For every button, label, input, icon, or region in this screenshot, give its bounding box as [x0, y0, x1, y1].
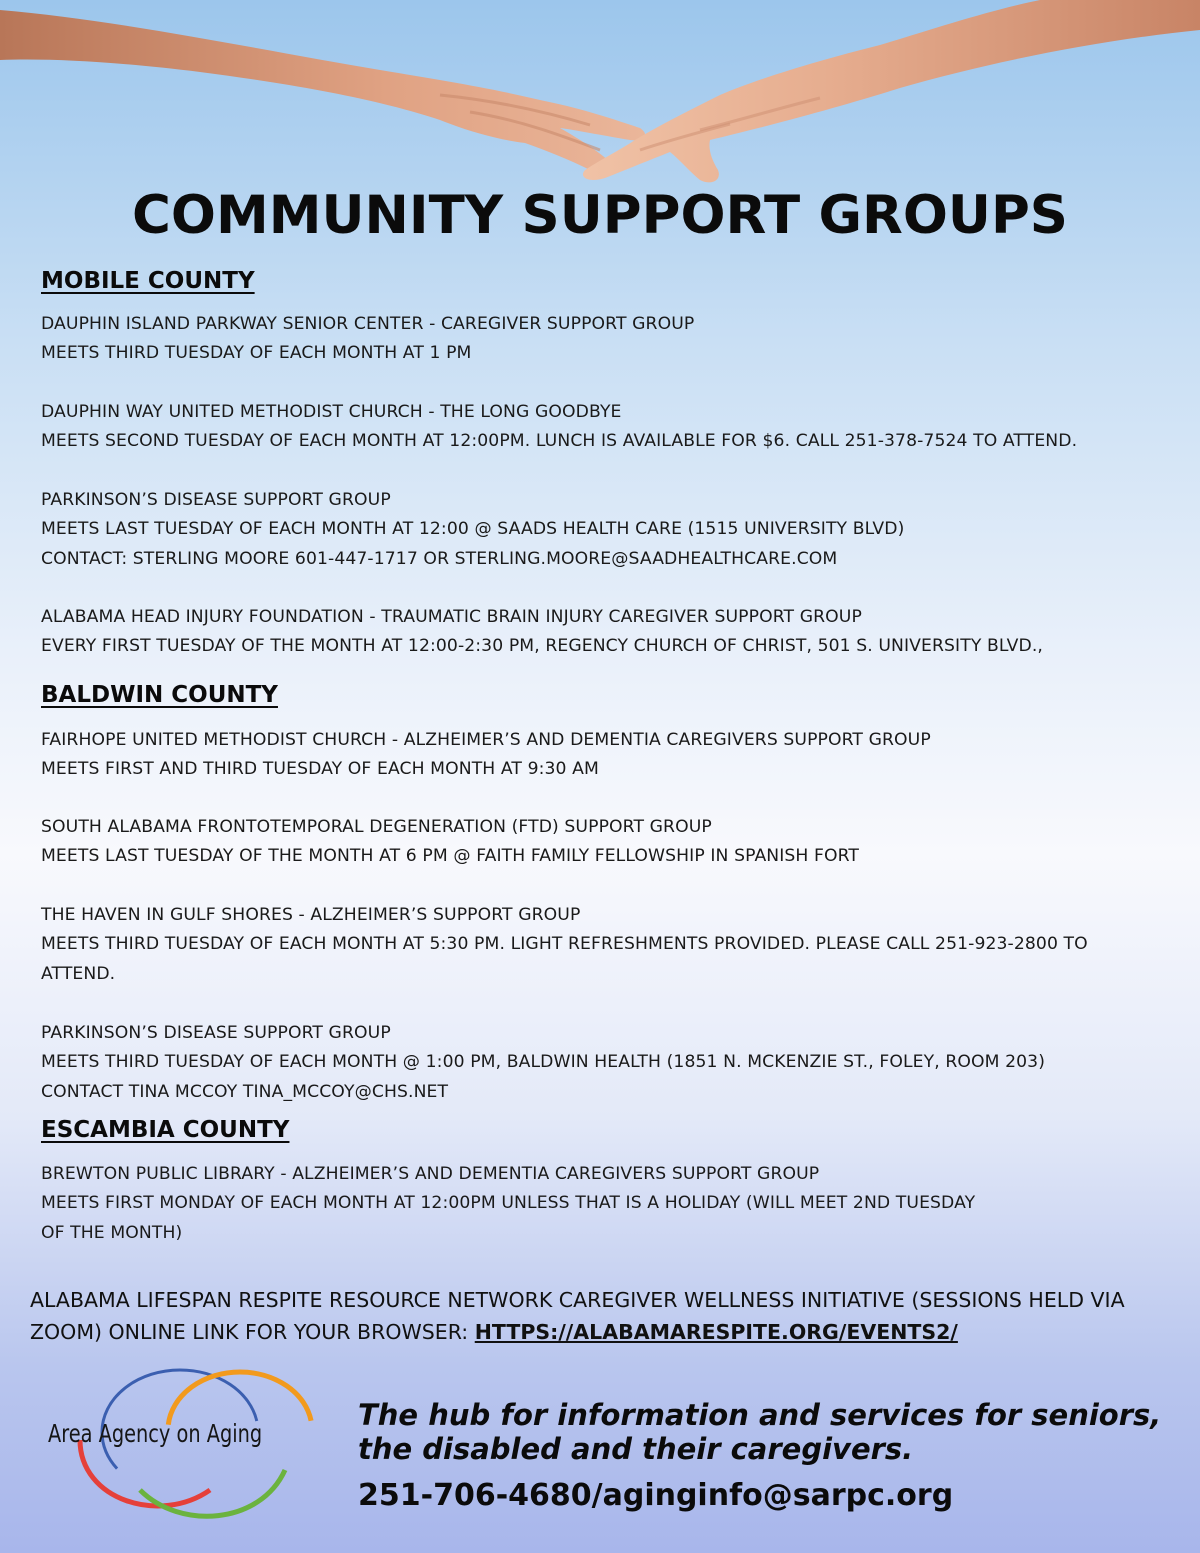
list-item: [41, 1160, 1191, 1248]
entry-line: THE HAVEN IN GULF SHORES - ALZHEIMER’S SUPPORT GROUP: [41, 905, 581, 925]
list-item: [41, 398, 1191, 457]
entry-line: MEETS THIRD TUESDAY OF EACH MONTH @ 1:00 PM, BALDWIN HEALTH (1851 N. MCKENZIE ST., FOLEY, ROOM 203): [41, 1052, 1046, 1073]
entry-line: OF THE MONTH): [41, 1222, 183, 1243]
entry-line: SOUTH ALABAMA FRONTOTEMPORAL DEGENERATION (FTD) SUPPORT GROUP: [41, 817, 712, 837]
page-title: COMMUNITY SUPPORT GROUPS: [132, 185, 1068, 246]
entry-line: BREWTON PUBLIC LIBRARY - ALZHEIMER’S AND DEMENTIA CAREGIVERS SUPPORT GROUP: [41, 1164, 820, 1184]
entry-line: PARKINSON’S DISEASE SUPPORT GROUP: [41, 490, 391, 510]
entry-line: MEETS FIRST MONDAY OF EACH MONTH AT 12:00PM UNLESS THAT IS A HOLIDAY (WILL MEET 2ND TUESDAY: [41, 1193, 976, 1214]
section-heading-mobile: MOBILE COUNTY: [41, 268, 255, 294]
reaching-hands-image: [0, 0, 1200, 190]
entry-line: MEETS THIRD TUESDAY OF EACH MONTH AT 1 PM: [41, 343, 472, 364]
entry-line: CONTACT: STERLING MOORE 601-447-1717 OR STERLING.MOORE@SAADHEALTHCARE.COM: [41, 548, 838, 569]
entry-line: MEETS LAST TUESDAY OF THE MONTH AT 6 PM @ FAITH FAMILY FELLOWSHIP IN SPANISH FORT: [41, 846, 860, 867]
events-link[interactable]: HTTPS://ALABAMARESPITE.ORG/EVENTS2/: [474, 1320, 958, 1344]
entry-line: FAIRHOPE UNITED METHODIST CHURCH - ALZHEIMER’S AND DEMENTIA CAREGIVERS SUPPORT GROUP: [41, 730, 931, 750]
list-item: [41, 603, 1191, 662]
entry-line: MEETS FIRST AND THIRD TUESDAY OF EACH MONTH AT 9:30 AM: [41, 759, 599, 780]
section-heading-escambia: ESCAMBIA COUNTY: [41, 1117, 290, 1143]
list-item: [41, 1019, 1191, 1107]
entry-line: MEETS THIRD TUESDAY OF EACH MONTH AT 5:30 PM. LIGHT REFRESHMENTS PROVIDED. PLEASE CALL 251-923-2800 TO: [41, 934, 1088, 955]
logo-text: Area Agency on Aging: [48, 1419, 263, 1448]
entry-line: EVERY FIRST TUESDAY OF THE MONTH AT 12:00-2:30 PM, REGENCY CHURCH OF CHRIST, 501 S. UNIVERSITY BLVD.,: [41, 636, 1043, 657]
respite-network-note: [30, 1284, 1180, 1348]
respite-note-text: ALABAMA LIFESPAN RESPITE RESOURCE NETWORK CAREGIVER WELLNESS INITIATIVE (SESSIONS HELD VIA ZOOM) ONLINE LINK FOR YOUR BROWSER:: [30, 1288, 1125, 1344]
list-item: [41, 486, 1191, 574]
entry-line: DAUPHIN ISLAND PARKWAY SENIOR CENTER - CAREGIVER SUPPORT GROUP: [41, 314, 695, 334]
entry-line: MEETS LAST TUESDAY OF EACH MONTH AT 12:00 @ SAADS HEALTH CARE (1515 UNIVERSITY BLVD): [41, 519, 905, 540]
section-heading-baldwin: BALDWIN COUNTY: [41, 682, 278, 708]
list-item: [41, 726, 1191, 785]
contact-info: 251-706-4680/aginginfo@sarpc.org: [358, 1478, 954, 1513]
entry-line: PARKINSON’S DISEASE SUPPORT GROUP: [41, 1023, 391, 1043]
entry-line: ALABAMA HEAD INJURY FOUNDATION - TRAUMATIC BRAIN INJURY CAREGIVER SUPPORT GROUP: [41, 607, 862, 627]
list-item: [41, 901, 1191, 989]
entry-line: CONTACT TINA MCCOY TINA_MCCOY@CHS.NET: [41, 1081, 449, 1102]
entry-line: ATTEND.: [41, 963, 116, 984]
entry-line: MEETS SECOND TUESDAY OF EACH MONTH AT 12:00PM. LUNCH IS AVAILABLE FOR $6. CALL 251-378-7524 TO ATTEND.: [41, 431, 1078, 452]
tagline: The hub for information and services for seniors, the disabled and their caregivers.: [358, 1398, 1162, 1466]
entry-line: DAUPHIN WAY UNITED METHODIST CHURCH - THE LONG GOODBYE: [41, 402, 622, 422]
list-item: [41, 813, 1191, 872]
list-item: [41, 310, 1191, 369]
